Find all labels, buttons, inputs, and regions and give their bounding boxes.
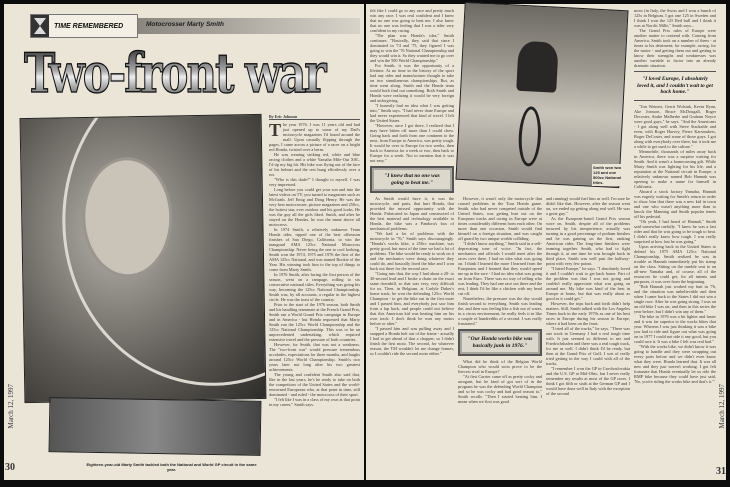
paragraph: felt like I could go to any race and pretty much win any race. I was real confident and I knew that no one was going to beat me. I also knew that no one was feeling that I was a rider very confident in my racing. bbox=[370, 8, 454, 33]
paragraph: Meanwhile, thousands of miles away back in America, there was a surprise waiting for Smith. And it wasn't a homecoming gift. While Marty Smith was fighting for his life, and a reputation at the National circuit in Europe, a relatively unknown named Bob Hannah was opening to make a name for himself in California. bbox=[634, 148, 716, 189]
folio-date: March 12, 1997 bbox=[7, 384, 15, 429]
paragraph: "I felt like I was in a class of my own at that point in my career," Smith says. bbox=[269, 397, 360, 407]
article-title: Two-front war bbox=[24, 44, 360, 104]
paragraph: Aboard a stock factory Yamaha, Hannah was eagerly waiting for Smith's return in order to show him that there was a new kid in town and one who wasn't anything more than to knock the Manning and Smith popular tenets off his pedestal. bbox=[634, 188, 716, 219]
paragraph: As the European-based Grand Prix season wore on, Smith, despite all of the problems incurred by his inexperience, actually was turning in a good percentage of podium finishes and he was gaining on the first, ranking American rider. The long-time finishers were teaming together. Smith, who had to fight through it, at one time he was brought back in third place, Smith was well past the halfway-point with very few points. bbox=[546, 216, 630, 266]
paragraph: Nonetheless, the pressure was the day would finish second to everything. Smith was leading the, and then was feeling like a fish out of water, in a circus environment, he really feels it in like a couple of hundredths of a second. I was really frustrated." bbox=[458, 296, 542, 326]
paragraph: However, for Smith, that was not a weakness. The "two-front war" would pressure tremendous accolades, expectations for three months, and laughs around 125cc World Championship. Smith's two years later not long after his two greatest achievements. bbox=[269, 342, 360, 372]
paragraph: "With the works bike, we didn't know it was going to handle and they were swapping out every parts before and we didn't even know what they were. Honda learned that. It was all new and they just weren't working. I got felt fortunate that Honda eventually let us ride the RMP bike because they could have just said, 'No, you're riding the works bike and that's it.'" bbox=[634, 343, 716, 384]
paragraph: "Who is this dude?" I thought to myself. I was very impressed. bbox=[269, 177, 360, 187]
paragraph: "I remember I won the GP in Czechoslovakia and the U.S. GP at Mid-Ohio, but I never really remember my results at most of the GP races. I think I got fifth or sixth at the German GP and I would have done well in Italy with the exception of the second bbox=[546, 366, 631, 396]
paragraph: In 1976 Smith, after facing the first person of the season, went on a rampage, rolling to six consecutive national titles. Everything was going his way, becoming the 125cc National Championship. Smith was, by all accounts, a regular in the highest circle. He was the toast of the country. bbox=[269, 272, 360, 302]
paragraph: The bike in 1976 was a bit lighter and faster and it was far superior to the works bikes that year. Whereas I was just thinking it was a bike you had to ride and figure out what was going on in 1977 I could not ride it any good, but you could race it. It was a bike I felt was real bad." bbox=[634, 313, 716, 344]
article-subject: Motocrosser Marty Smith bbox=[138, 18, 360, 34]
paragraph: "Going into that, the way I had about a 20- to 30-second lead and I broke a chain on the exact same downhill, so that was very, very difficult for us. Then, in Belgium, at Carlyle Duker's home track, he won the defending 125cc World Champion - to get the bike out in the first mote and I passed him, and everybody just saw him from a lap back, and people could not believe that this American kid was beating him on his own track. I don't think he won any motos before or after." bbox=[370, 271, 454, 326]
pull-quote: "I loved Europe, I absolutely loved it, and I couldn't wait to get back home." bbox=[634, 71, 716, 101]
paragraph: Prior to the start of the 1976 season, both Smith and his handling teammate at the French Grand Prix, Smith ran a World Grand Prix campaign in Europe and in America - but Honda requested that Marty Smith run the 125cc World Championship and the 125cc National Championship. This was to be an unprecedented undertaking, which required extensive travel and the pressure of both countries. bbox=[269, 302, 360, 342]
paragraph: "We had a lot of problems with the motorcycle in '76," Smith says discouragingly. "Honda's works bike, a 250cc machine, was pretty good, but most of the time we had a lot of problems. The bike would be ready to work on it and the mechanics were doing whatever they could do, and basically fixed the bike and I won back out there for the second race. bbox=[370, 231, 454, 271]
paragraph: and running) would fuel him as well. I'm sure he didn't like that. However, after the season went on, we ended up getting along real well. He was a great guy." bbox=[546, 196, 630, 216]
pull-quote: "I knew that no one was going to beat me." bbox=[370, 166, 454, 193]
byline: By Eric Johnson bbox=[269, 114, 360, 120]
left-page bbox=[4, 4, 364, 480]
paragraph: "I tried all of the tracks," he says. "There was one track in Germany I had a real tough time with. It just seemed so different to me and Friedrichshafen and there was a real tough track, for me as well. I didn't think I'd be ready, but then at the Grand Prix of Gulf, I sort of really tried getting in the way I could with all of the tracks. bbox=[546, 326, 630, 366]
drop-cap: T bbox=[269, 120, 282, 140]
paragraph: The young and confident Smith also said that, like in the last years, he's be ready to take on both the competitors of the United States and the world-renowned Europeans who, at that point in time, still dominated - and ruled - the motocross of their sport. bbox=[269, 372, 360, 397]
paragraph: He was wearing striking red, white and blue racing clothes and a white Yamaha Mile-Out XSL. I'd tip my big hit. His bike was flying out of the face of his helmet and the rest hung effortlessly over a rut. bbox=[269, 152, 360, 177]
page-number: 30 bbox=[5, 462, 15, 473]
paragraph: Upon arriving back in the United States to defend his 1975 AMA 125cc National Championship, Smith realized he was in trouble as Hannah immediately put his stamp on the class. Sitting on the rumble seat to an all-new Yamaha and, of course, all of the resources he could get, for all intents and purposes, it was over from the beginning. bbox=[634, 243, 716, 284]
folio-date: March 12, 1997 bbox=[718, 384, 726, 429]
paragraph: "The plan was Honda's idea," Smith continues. "Basically, they said that since I dominated in '74 and '75, they figured I was going to win the '76 National Championship and they would win it. So they wanted me to go over and win the 500 World Championship." bbox=[370, 33, 454, 63]
section-label: TIME REMEMBERED bbox=[54, 22, 124, 30]
paragraph: "However, once I got there, I realized that I may have bitten off more than I could chew. Going back and forth from one continent to the next, from Europe to America, was pretty tough. It would be over to Europe for two weeks, then back to America for a week or two, then back to Europe for a week. Not to mention that it was not easy." bbox=[370, 123, 454, 163]
section-header bbox=[20, 14, 360, 38]
paragraph: However, the trips back and forth didn't help matters. Still, Smith talked with the Los Angeles Times back in the early 1970s as one of his best races in Europe during his season in Europe, where it had been on the front. bbox=[546, 301, 630, 326]
article-column bbox=[269, 114, 360, 407]
paragraph: The Grand Prix rules of Europe were another matter to contend with. Coming from America, Smith took on a number of them - at times to his detriment; for example, racing, for the motor - and getting them out and getting to know their strengths and weaknesses was another variable to factor into an already dramatic situation. bbox=[634, 28, 716, 68]
page-number: 31 bbox=[716, 466, 726, 477]
paragraph: he year 1976. I was 11 years old and had just opened up to some of my Dad's motorcycle magazines I'd found around the mall. Upon casually flipping through the pages, I came across a picture of a racer on a bright red Honda, twisted over a berm. bbox=[269, 122, 360, 152]
time-remembered-logo bbox=[30, 14, 138, 38]
paragraph: "Bob Hannah just worked my butt in '76, and the situation was unbelievable and then when I came back to the States I did not win a single race. After he was going strong, I was on an old bike I was on, and then in this series the year before, but I didn't win any of them." bbox=[634, 283, 716, 314]
paragraph: "I didn't know anything," Smith said in a self-deprecating tone of voice. "In fact, the mechanics and officials I would meet after the races over there, I had no idea what was going on. I think I learned the more I learned from the Europeans and I learned that they would speed me up in the race - I had no idea what was going on from Euro. There was no way of telling who was leading. They had one race out there and the rest, I think I'd be like a chicken with my head cut off. bbox=[458, 241, 542, 296]
paragraph: "Jim Weinert, Gerrit Wolsink, Kevin Ryan, Ake Jonsson, Bruce McDougall, Roger Decoster, Andre Malherbe and Graham Noyce were good guys," he says. "And the Americans - I got along well with Steve Stackable and even, with Roger Harvey, Pierre Karsmakers, Roger DeCoster, and some of those guys. I got along with everybody over there, but it took me a while to get used to the culture." bbox=[634, 103, 716, 149]
motocross-action-photo bbox=[455, 2, 628, 188]
paragraph: moto (in Italy, the Swiss and I won a bunch of 125s in Belgium. I got one 125 in Sweden and I think I won the 125 Red bull and I think it was at Nordic Mille," Smith says... bbox=[634, 8, 716, 28]
paragraph: As Smith would have it, it was the motorcycle, and parts, that hurt Honda, that provided the missed opportunity with the Honda. Fabricated in Japan and constructed of the best material and technology available to Honda, the bike was a Pandora's box of mechanical problems. bbox=[370, 196, 454, 231]
paragraph: For Smith, it was the opportunity of a lifetime. At no time in the history of the sport had any rider and manufacturer thought to take on two simultaneous championships. But, as time went along, Smith and the Honda team would both find out something. Both Smith and Honda were realizing it would be very foreign and unforgiving. bbox=[370, 63, 454, 103]
hourglass-icon bbox=[31, 15, 49, 37]
paragraph: What did he think of the Belgian World Champion who would soon prove to be the fiercest rival in Europe? bbox=[458, 359, 542, 374]
paragraph: Long before you could get your son and into the latest videos on TV, you turned to magazines such as McGrath, Jeff Emig and Doug Henry. He was the very best motocrosser, picture magazines and 250cc, the hottest star, ever outdoor and his good looks. He was the guy all the girls liked. Smith, and after he stayed on the Hondas, he was the name above all motocross. bbox=[269, 187, 360, 227]
article-column-4 bbox=[634, 8, 716, 384]
paragraph: In 1974 Smith, a relatively unknown Team Honda rider, ripped one of the best offseason finishes of San Diego, California, to win the inaugural AMA 125cc National Motocross Championship. Never being the one to cool looking, Smith won the 1974, 1975 and 1976 the first of the AMA 125cc National, and was named Rookie of the Year. His winning took him to the top of things to come from Marty Smith. bbox=[269, 227, 360, 272]
photo-caption: Eighteen-year-old Marty Smith tackled both the National and World GP circuit in the same year. bbox=[86, 462, 257, 472]
paragraph: "I hated Europe," he says. "I absolutely loved it and I couldn't wait to get back home. Part of the problem was that I was not going and couldn't really appreciate what was going on around me. My bike was kind of the best in Europe at home, but that was really about as good as it could get." bbox=[546, 266, 630, 301]
article-column-1 bbox=[370, 8, 454, 356]
paragraph: "At first Carrier came off as pretty cocky and arrogant, but he kind of got sort of in the program he was the defending World Champion and so he was cocky and had good reason to," Smith recalls. "Then I started beating him, I mean when we first was good bbox=[458, 374, 542, 404]
paragraph: "I honestly had no idea what I was getting into," Smith says. "I had never done Europe and had never experienced that kind of travel. I left the United States. bbox=[370, 103, 454, 123]
photo-caption: Smith won two 125 and one 500cc National titles. bbox=[592, 164, 626, 186]
bike-detail-photo bbox=[49, 397, 262, 456]
paragraph: "Oh yeah, I had heard of Hannah," Smith said somewhat ruefully. "I knew he was a fast rider and that he was going to be tough to beat. I didn't really know how tough. I was really surprised at how fast he was going." bbox=[634, 218, 716, 244]
paragraph: However, it wasn't only the motorcycle that caused problems in the Tour Honda game. Smith, who had never competed outside of the United States, was getting hurt out on the European tracks and racing in Europe were at times considerably different from each other. On more than one occasion, Smith would find himself on a foreign situation, and was caught off guard by two unique worlds colliding. bbox=[458, 196, 542, 241]
article-columns-2-3 bbox=[458, 196, 630, 404]
right-page bbox=[366, 4, 726, 480]
marty-smith-portrait-photo bbox=[20, 114, 267, 403]
pull-quote: "Our Honda works bike was basically junk in 1976." bbox=[458, 329, 542, 356]
paragraph: "I passed him and was pulling away and I snapped a Honda bolt out of the frame - actually I had to get ahead of that a chopper, so I didn't finish the first moto. The second, for whatever reason, the TM wouldn't let me change frames, so I couldn't ride the second moto either." bbox=[370, 326, 454, 356]
